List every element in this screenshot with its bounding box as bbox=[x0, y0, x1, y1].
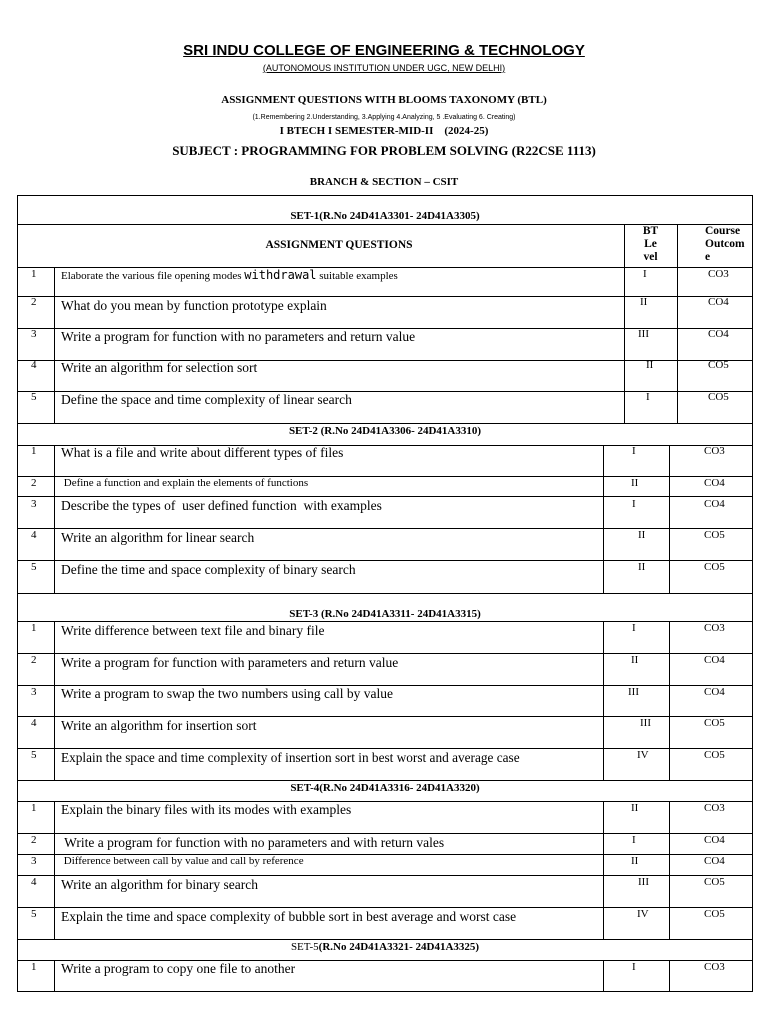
col-divider bbox=[54, 267, 55, 423]
col-divider bbox=[54, 801, 55, 939]
set-5-title bbox=[18, 941, 752, 953]
row-divider bbox=[18, 423, 752, 424]
course-outcome: CO3 bbox=[708, 268, 729, 280]
branch-section: BRANCH & SECTION – CSIT bbox=[309, 176, 459, 188]
course-outcome: CO4 bbox=[704, 855, 725, 867]
blooms-levels-legend: (1.Remembering 2.Understanding, 3.Applying 4.Analyzing, 5 .Evaluating 6. Creating) bbox=[252, 114, 516, 121]
question-number: 3 bbox=[31, 498, 37, 510]
assignment-table bbox=[17, 195, 753, 992]
question-text: Write a program to copy one file to another bbox=[61, 961, 296, 976]
question-text: Write a program for function with no parameters and with return vales bbox=[61, 835, 445, 850]
question-text-part: Elaborate the various file opening modes bbox=[61, 270, 245, 282]
course-outcome: CO5 bbox=[704, 749, 725, 761]
course-outcome: CO5 bbox=[704, 529, 725, 541]
question-number: 3 bbox=[31, 855, 37, 867]
question-number: 1 bbox=[31, 802, 37, 814]
course-outcome: CO3 bbox=[704, 622, 725, 634]
question-text bbox=[61, 269, 398, 282]
bt-level: II bbox=[638, 529, 646, 541]
bt-level: II bbox=[631, 477, 639, 489]
bt-level: I bbox=[632, 834, 636, 846]
row-divider bbox=[18, 780, 752, 781]
question-text: Write a program for function with no parameters and return value bbox=[61, 329, 416, 344]
row-divider bbox=[18, 621, 752, 622]
bt-level: I bbox=[632, 498, 636, 510]
question-text: Explain the time and space complexity of bubble sort in best average and worst case bbox=[61, 909, 517, 924]
set-5-range: (R.No 24D41A3321- 24D41A3325) bbox=[318, 941, 480, 953]
question-number: 4 bbox=[31, 717, 37, 729]
course-outcome: CO4 bbox=[704, 686, 725, 698]
question-number: 3 bbox=[31, 686, 37, 698]
row-divider bbox=[18, 496, 752, 497]
question-number: 4 bbox=[31, 359, 37, 371]
question-text: Define the time and space complexity of binary search bbox=[61, 562, 356, 577]
col-divider bbox=[669, 960, 670, 991]
column-header-course-outcome bbox=[677, 225, 767, 264]
bt-header-line: Le bbox=[644, 238, 657, 250]
bt-level: III bbox=[638, 876, 649, 888]
column-header-bt-level bbox=[624, 225, 677, 264]
question-text: Define a function and explain the elements of functions bbox=[61, 477, 309, 489]
course-outcome: CO3 bbox=[704, 445, 725, 457]
bt-level: II bbox=[640, 296, 648, 308]
question-text: What is a file and write about different types of files bbox=[61, 445, 344, 460]
set-5-label: SET-5 bbox=[290, 941, 319, 953]
question-number: 5 bbox=[31, 908, 37, 920]
question-number: 2 bbox=[31, 477, 37, 489]
course-outcome: CO4 bbox=[708, 328, 729, 340]
course-outcome: CO5 bbox=[704, 908, 725, 920]
bt-level: I bbox=[632, 445, 636, 457]
bt-level: III bbox=[628, 686, 639, 698]
course-outcome: CO5 bbox=[704, 561, 725, 573]
question-text-part: suitable examples bbox=[316, 270, 398, 282]
bt-level: II bbox=[638, 561, 646, 573]
bt-level: I bbox=[632, 622, 636, 634]
col-divider bbox=[54, 960, 55, 991]
question-text: Write a program to swap the two numbers using call by value bbox=[61, 686, 393, 701]
course-outcome: CO5 bbox=[708, 359, 729, 371]
co-header-line: e bbox=[705, 251, 711, 263]
col-divider bbox=[669, 621, 670, 780]
question-text-mono: withdrawal bbox=[244, 268, 317, 282]
question-number: 4 bbox=[31, 529, 37, 541]
col-divider bbox=[603, 960, 604, 991]
course-outcome: CO5 bbox=[704, 717, 725, 729]
question-number: 4 bbox=[31, 876, 37, 888]
co-header-line: Outcom bbox=[705, 238, 745, 250]
course-outcome: CO5 bbox=[704, 876, 725, 888]
col-divider bbox=[669, 445, 670, 593]
question-number: 2 bbox=[31, 654, 37, 666]
row-divider bbox=[18, 833, 752, 834]
bt-level: IV bbox=[637, 908, 649, 920]
question-text: Write an algorithm for insertion sort bbox=[61, 718, 257, 733]
row-divider bbox=[18, 267, 752, 268]
course-outcome: CO4 bbox=[704, 498, 725, 510]
bt-level: I bbox=[646, 391, 650, 403]
bt-header-line: BT bbox=[642, 225, 659, 237]
bt-level: II bbox=[631, 802, 639, 814]
question-text: Explain the binary files with its modes with examples bbox=[61, 802, 352, 817]
question-text: What do you mean by function prototype explain bbox=[61, 298, 327, 313]
bt-level: II bbox=[631, 855, 639, 867]
question-number: 5 bbox=[31, 391, 37, 403]
question-number: 1 bbox=[31, 268, 37, 280]
bt-level: II bbox=[646, 359, 654, 371]
question-number: 5 bbox=[31, 749, 37, 761]
question-text: Write an algorithm for linear search bbox=[61, 530, 255, 545]
co-header-line: Course bbox=[705, 225, 741, 237]
bt-level: I bbox=[643, 268, 647, 280]
course-outcome: CO4 bbox=[704, 834, 725, 846]
course-outcome: CO4 bbox=[708, 296, 729, 308]
question-number: 2 bbox=[31, 296, 37, 308]
course-outcome: CO3 bbox=[704, 802, 725, 814]
question-number: 5 bbox=[31, 561, 37, 573]
course-outcome: CO5 bbox=[708, 391, 729, 403]
course-outcome: CO4 bbox=[704, 654, 725, 666]
set-1-title: SET-1(R.No 24D41A3301- 24D41A3305) bbox=[290, 210, 480, 222]
set-4-title: SET-4(R.No 24D41A3316- 24D41A3320) bbox=[290, 782, 480, 794]
question-number: 2 bbox=[31, 834, 37, 846]
col-divider bbox=[54, 445, 55, 593]
question-text: Define the space and time complexity of linear search bbox=[61, 392, 352, 407]
bt-level: III bbox=[640, 717, 651, 729]
bt-level: I bbox=[632, 961, 636, 973]
col-divider bbox=[669, 801, 670, 939]
question-number: 3 bbox=[31, 328, 37, 340]
row-divider bbox=[18, 939, 752, 940]
institution-subtitle: (AUTONOMOUS INSTITUTION UNDER UGC, NEW DELHI) bbox=[262, 63, 506, 73]
set-3-title: SET-3 (R.No 24D41A3311- 24D41A3315) bbox=[289, 608, 481, 620]
assignment-title: ASSIGNMENT QUESTIONS WITH BLOOMS TAXONOMY (BTL) bbox=[221, 94, 547, 106]
col-divider bbox=[603, 445, 604, 593]
col-divider bbox=[54, 621, 55, 780]
bt-level: II bbox=[631, 654, 639, 666]
college-name: SRI INDU COLLEGE OF ENGINEERING & TECHNOLOGY bbox=[183, 42, 585, 59]
question-text: Write an algorithm for binary search bbox=[61, 877, 259, 892]
course-outcome: CO3 bbox=[704, 961, 725, 973]
semester-line: I BTECH I SEMESTER-MID-II (2024-25) bbox=[279, 125, 489, 137]
set-2-title: SET-2 (R.No 24D41A3306- 24D41A3310) bbox=[288, 425, 482, 437]
column-header-questions: ASSIGNMENT QUESTIONS bbox=[265, 239, 413, 251]
course-outcome: CO4 bbox=[704, 477, 725, 489]
col-divider bbox=[603, 621, 604, 780]
subject-line: SUBJECT : PROGRAMMING FOR PROBLEM SOLVING (R22CSE 1113) bbox=[172, 143, 596, 158]
bt-level: IV bbox=[637, 749, 649, 761]
row-divider bbox=[18, 593, 752, 594]
col-divider bbox=[603, 801, 604, 939]
bt-header-line: vel bbox=[643, 251, 658, 263]
question-text: Write difference between text file and binary file bbox=[61, 623, 325, 638]
row-divider bbox=[18, 653, 752, 654]
question-text: Difference between call by value and call by reference bbox=[61, 855, 304, 867]
bt-level: III bbox=[638, 328, 649, 340]
question-text: Explain the space and time complexity of insertion sort in best worst and average case bbox=[61, 750, 520, 765]
question-text: Describe the types of user defined function with examples bbox=[61, 498, 382, 513]
question-text: Write an algorithm for selection sort bbox=[61, 360, 258, 375]
question-number: 1 bbox=[31, 622, 37, 634]
question-text: Write a program for function with parameters and return value bbox=[61, 655, 399, 670]
question-number: 1 bbox=[31, 961, 37, 973]
question-number: 1 bbox=[31, 445, 37, 457]
